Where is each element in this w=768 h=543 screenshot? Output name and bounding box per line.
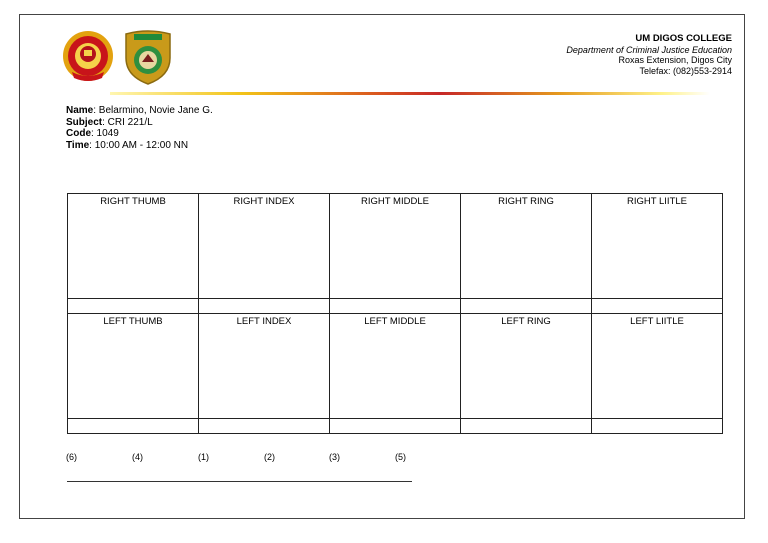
blank-cell: [461, 299, 592, 314]
criminal-justice-badge-logo: [120, 28, 176, 86]
institution-block: [566, 34, 732, 76]
left-hand-row: [68, 314, 723, 419]
right-middle-box: RIGHT MIDDLE: [330, 194, 461, 299]
blank-cell: [592, 419, 723, 434]
fingerprint-table: [67, 193, 723, 434]
number-label: (5): [395, 452, 406, 462]
blank-cell: [199, 299, 330, 314]
blank-cell: [68, 419, 199, 434]
blank-cell: [330, 419, 461, 434]
right-little-box: RIGHT LIITLE: [592, 194, 723, 299]
student-info: [66, 105, 213, 151]
code-value: : 1049: [91, 128, 119, 139]
blank-cell: [592, 299, 723, 314]
department-name: Department of Criminal Justice Education: [566, 44, 732, 55]
right-ring-box: RIGHT RING: [461, 194, 592, 299]
time-line: [66, 140, 213, 152]
blank-cell: [68, 299, 199, 314]
left-little-box: LEFT LIITLE: [592, 314, 723, 419]
institution-name: UM DIGOS COLLEGE: [635, 33, 732, 44]
number-label: (6): [66, 452, 77, 462]
blank-cell: [461, 419, 592, 434]
right-hand-blank-row: [68, 299, 723, 314]
left-middle-box: LEFT MIDDLE: [330, 314, 461, 419]
header-divider: [110, 92, 710, 95]
signature-line: [67, 481, 412, 482]
right-index-box: RIGHT INDEX: [199, 194, 330, 299]
um-digos-college-seal-logo: [62, 28, 114, 86]
blank-cell: [330, 299, 461, 314]
subject-value: : CRI 221/L: [102, 116, 153, 128]
left-hand-blank-row: [68, 419, 723, 434]
name-label: Name: [66, 105, 94, 116]
name-line: [66, 105, 213, 117]
subject-label: Subject: [66, 116, 103, 128]
document-header: [20, 15, 744, 105]
code-label: Code: [66, 128, 91, 139]
number-label: (4): [132, 452, 143, 462]
number-label: (3): [329, 452, 340, 462]
right-hand-row: [68, 194, 723, 299]
subject-line: [66, 117, 213, 129]
left-thumb-box: LEFT THUMB: [68, 314, 199, 419]
number-label: (2): [264, 452, 275, 462]
institution-contact: Telefax: (082)553-2914: [639, 65, 732, 76]
number-label: (1): [198, 452, 209, 462]
name-value: : Belarmino, Novie Jane G.: [93, 105, 213, 116]
left-index-box: LEFT INDEX: [199, 314, 330, 419]
document-page: [19, 14, 745, 519]
left-ring-box: LEFT RING: [461, 314, 592, 419]
time-label: Time: [66, 139, 90, 151]
blank-cell: [199, 419, 330, 434]
code-line: [66, 128, 213, 140]
time-value: : 10:00 AM - 12:00 NN: [89, 139, 189, 151]
institution-address: Roxas Extension, Digos City: [618, 55, 732, 65]
right-thumb-box: RIGHT THUMB: [68, 194, 199, 299]
